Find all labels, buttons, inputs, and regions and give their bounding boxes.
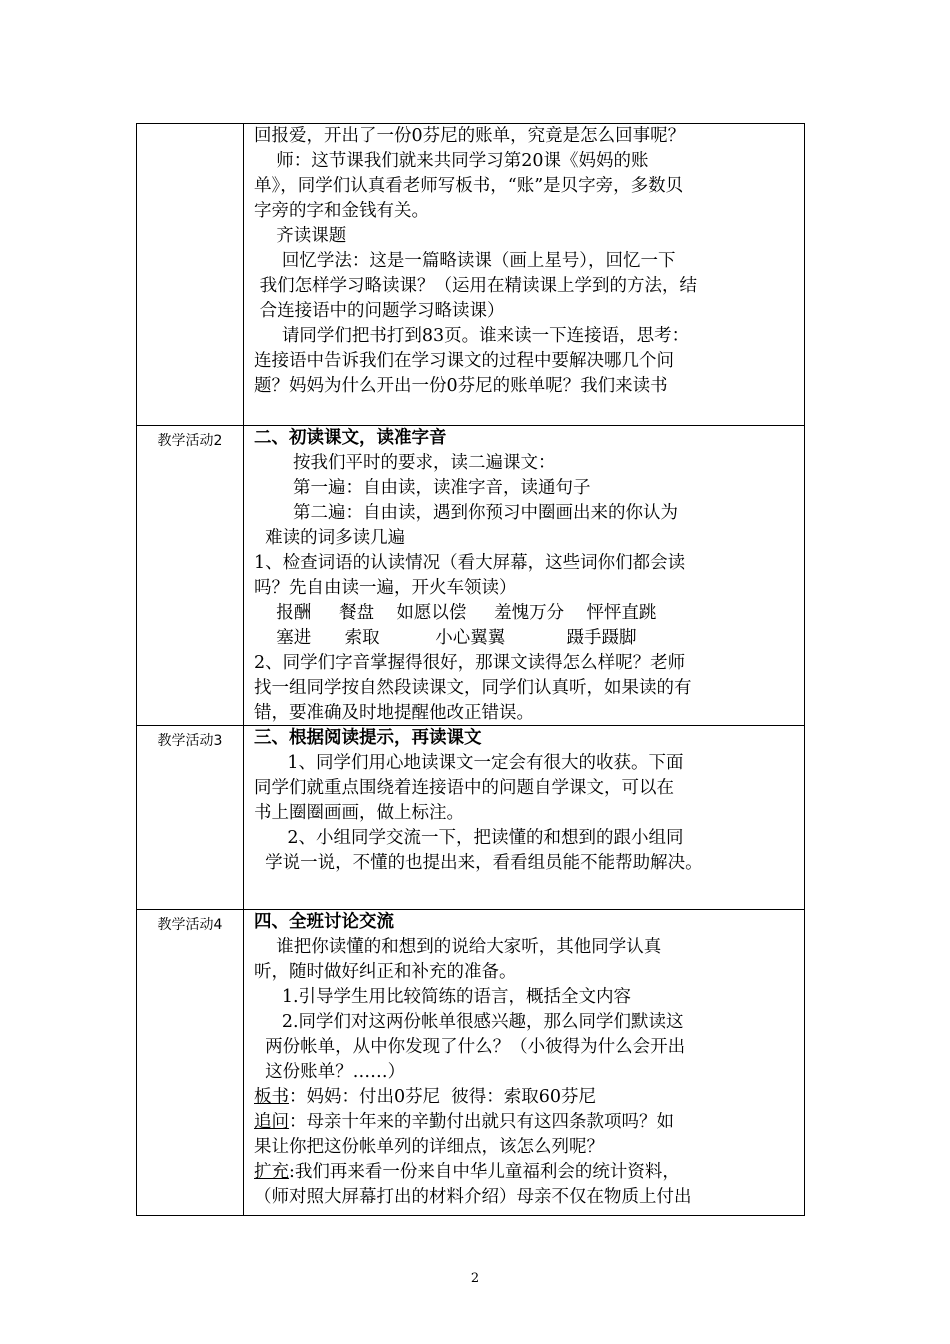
page-number: 2 bbox=[470, 1271, 480, 1286]
text-line: 请同学们把书打到83页。谁来读一下连接语，思考： bbox=[254, 326, 690, 346]
text-line: 回报爱，开出了一份0芬尼的账单，究竟是怎么回事呢？ bbox=[254, 126, 686, 146]
text-line: 1.引导学生用比较简练的语言，概括全文内容 bbox=[254, 987, 632, 1007]
text-line: 师：这节课我们就来共同学习第20课《妈妈的账 bbox=[254, 151, 649, 171]
text-line: 吗？先自由读一遍，开火车领读） bbox=[254, 578, 517, 598]
text-line: 两份帐单，从中你发现了什么？（小彼得为什么会开出 bbox=[254, 1037, 686, 1057]
expand-text: :我们再来看一份来自中华儿童福利会的统计资料， bbox=[289, 1162, 680, 1182]
row-label: 教学活动2 bbox=[137, 426, 244, 725]
text-line: 报酬 餐盘 如愿以偿 羞愧万分 怦怦直跳 bbox=[254, 603, 657, 623]
text-line: 塞进 索取 小心翼翼 蹑手蹑脚 bbox=[254, 628, 637, 648]
board-line bbox=[254, 1085, 796, 1110]
row-label: 教学活动4 bbox=[137, 910, 244, 1215]
text-line: 听，随时做好纠正和补充的准备。 bbox=[254, 962, 517, 982]
text-line: 单》，同学们认真看老师写板书，“账”是贝字旁，多数贝 bbox=[254, 176, 684, 196]
ask-line bbox=[254, 1110, 796, 1135]
section-heading: 四、全班讨论交流 bbox=[254, 912, 394, 932]
text-line: 字旁的字和金钱有关。 bbox=[254, 201, 429, 221]
text-line: 1、同学们用心地读课文一定会有很大的收获。下面 bbox=[254, 753, 684, 773]
row-content bbox=[244, 426, 805, 725]
text-line: 齐读课题 bbox=[254, 226, 347, 246]
text-line: 同学们就重点围绕着连接语中的问题自学课文，可以在 bbox=[254, 778, 674, 798]
table-row-activity-3 bbox=[137, 726, 805, 910]
text-line: 错，要准确及时地提醒他改正错误。 bbox=[254, 703, 534, 723]
table-row-activity-4 bbox=[137, 910, 805, 1216]
row-content bbox=[244, 726, 805, 909]
row-content bbox=[244, 910, 805, 1215]
row-content bbox=[244, 124, 805, 425]
text-line: 回忆学法：这是一篇略读课（画上星号），回忆一下 bbox=[254, 251, 676, 271]
expand-prefix: 扩充 bbox=[254, 1162, 289, 1182]
text-line: 2、小组同学交流一下，把读懂的和想到的跟小组同 bbox=[254, 828, 684, 848]
lesson-table bbox=[136, 123, 805, 1216]
text-line: 学说一说，不懂的也提出来，看看组员能不能帮助解决。 bbox=[254, 853, 703, 873]
text-line: 2、同学们字音掌握得很好，那课文读得怎么样呢？老师 bbox=[254, 653, 686, 673]
expand-line bbox=[254, 1160, 796, 1185]
text-line: 果让你把这份帐单列的详细点，该怎么列呢？ bbox=[254, 1137, 604, 1157]
table-row-intro bbox=[137, 124, 805, 426]
board-prefix: 板书 bbox=[254, 1087, 289, 1107]
text-line: 我们怎样学习略读课？（运用在精读课上学到的方法，结 bbox=[254, 276, 698, 296]
text-line: 找一组同学按自然段读课文，同学们认真听，如果读的有 bbox=[254, 678, 692, 698]
section-heading: 三、根据阅读提示，再读课文 bbox=[254, 728, 482, 748]
row-label: 教学活动3 bbox=[137, 726, 244, 909]
text-line: （师对照大屏幕打出的材料介绍）母亲不仅在物质上付出 bbox=[254, 1187, 692, 1207]
text-line: 难读的词多读几遍 bbox=[254, 528, 406, 548]
ask-text: ：母亲十年来的辛勤付出就只有这四条款项吗？如 bbox=[289, 1112, 674, 1132]
text-line: 按我们平时的要求，读二遍课文： bbox=[254, 453, 556, 473]
text-line: 第二遍：自由读，遇到你预习中圈画出来的你认为 bbox=[254, 503, 678, 523]
text-line: 题？妈妈为什么开出一份0芬尼的账单呢？我们来读书 bbox=[254, 376, 668, 396]
ask-prefix: 追问 bbox=[254, 1112, 289, 1132]
text-line: 第一遍：自由读，读准字音，读通句子 bbox=[254, 478, 591, 498]
text-line: 连接语中告诉我们在学习课文的过程中要解决哪几个问 bbox=[254, 351, 674, 371]
text-line: 1、检查词语的认读情况（看大屏幕，这些词你们都会读 bbox=[254, 553, 686, 573]
text-line: 书上圈圈画画，做上标注。 bbox=[254, 803, 464, 823]
board-text: ：妈妈：付出0芬尼 彼得：索取60芬尼 bbox=[289, 1087, 597, 1107]
table-row-activity-2 bbox=[137, 426, 805, 726]
row-label bbox=[137, 124, 244, 425]
text-line: 谁把你读懂的和想到的说给大家听，其他同学认真 bbox=[254, 937, 662, 957]
text-line: 2.同学们对这两份帐单很感兴趣，那么同学们默读这 bbox=[254, 1012, 684, 1032]
text-line: 这份账单？……） bbox=[254, 1062, 406, 1082]
text-line: 合连接语中的问题学习略读课） bbox=[254, 301, 505, 321]
section-heading: 二、初读课文，读准字音 bbox=[254, 428, 447, 448]
